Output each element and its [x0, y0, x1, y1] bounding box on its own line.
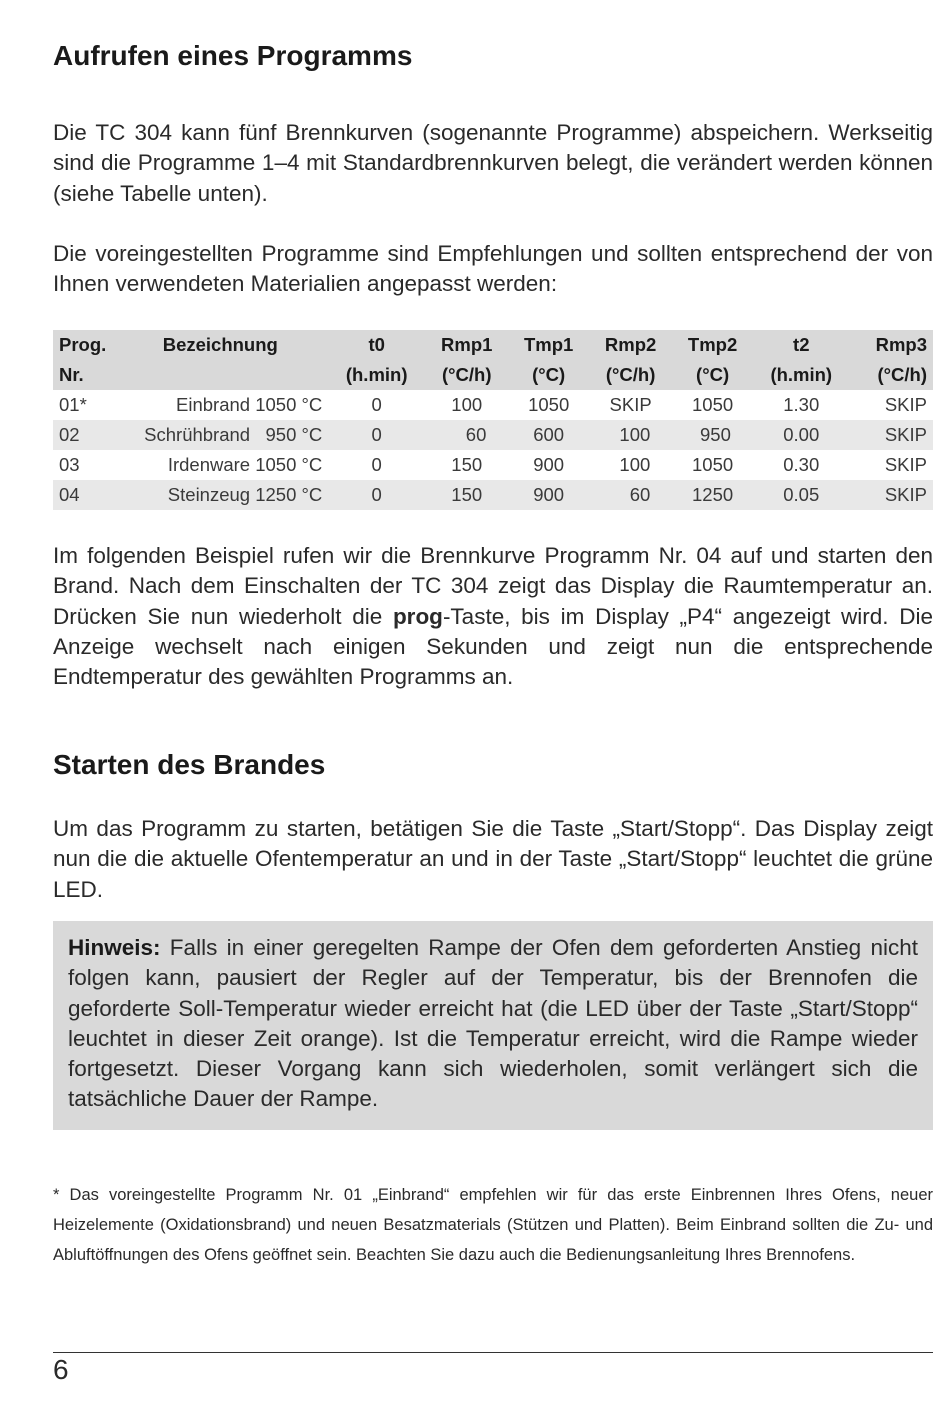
cell-bezeichnung: Einbrand 1050 °C	[176, 394, 323, 415]
cell-prog-nr: 01*	[59, 394, 87, 415]
cell-tmp2: 1250	[692, 484, 734, 505]
cell-tmp2: 950	[700, 424, 731, 445]
cell-rmp2: SKIP	[609, 394, 652, 415]
section-heading-start: Starten des Brandes	[53, 749, 326, 780]
cell-t2: 0.05	[783, 484, 820, 505]
table-header-row-top	[53, 330, 933, 360]
cell-rmp1: 150	[451, 454, 483, 475]
header-rmp1: Rmp1	[441, 334, 493, 355]
cell-t2: 1.30	[783, 394, 820, 415]
header-unit-rmp3: (°C/h)	[877, 364, 927, 385]
header-nr: Nr.	[59, 364, 84, 385]
header-rmp2: Rmp2	[604, 334, 657, 355]
cell-rmp3: SKIP	[884, 454, 927, 475]
cell-tmp1: 1050	[528, 394, 570, 415]
cell-rmp2: 60	[629, 484, 651, 505]
cell-bezeichnung: Steinzeug 1250 °C	[167, 484, 323, 505]
cell-rmp3: SKIP	[884, 424, 927, 445]
prog-key-label: prog	[392, 603, 443, 629]
program-table	[53, 330, 933, 510]
header-unit-t0: (h.min)	[345, 364, 408, 385]
cell-rmp1: 150	[451, 484, 483, 505]
header-unit-t2: (h.min)	[770, 364, 833, 385]
cell-tmp1: 900	[533, 454, 565, 475]
header-rmp3: Rmp3	[875, 334, 927, 355]
paragraph-start: Um das Programm zu starten, betätigen Sie die Taste „Start/Stopp“. Das Display zeigt nun die die aktuelle Ofentemperatur an und in der Taste „Start/Stopp“ leuchtet die grüne LED.	[53, 816, 933, 902]
cell-rmp3: SKIP	[884, 484, 927, 505]
cell-t0: 0	[371, 424, 382, 445]
table-header-row-bottom	[53, 360, 933, 390]
header-prog: Prog.	[59, 334, 107, 355]
paragraph-example	[53, 541, 933, 692]
cell-t2: 0.30	[783, 454, 820, 475]
header-tmp1: Tmp1	[524, 334, 574, 355]
cell-rmp2: 100	[619, 454, 651, 475]
cell-t0: 0	[371, 394, 382, 415]
paragraph-recommendation: Die voreingestellten Programme sind Empfehlungen und sollten entsprechend der von Ihnen verwendeten Materialien angepasst werden:	[53, 241, 933, 297]
header-t2: t2	[793, 334, 810, 355]
table-row	[53, 450, 933, 480]
footnote: * Das voreingestellte Programm Nr. 01 „Einbrand“ empfehlen wir für das erste Einbrennen Ihres Ofens, neuer Heizelemente (Oxidationsbrand) und neuen Besatzmaterials (Stützen und Platten). Beim Einbrand sollten die Zu- und Abluftöffnungen des Ofens geöffnet sein. Beachten Sie dazu auch die Bedienungsanleitung Ihres Brennofens.	[53, 1186, 933, 1264]
cell-tmp1: 600	[533, 424, 565, 445]
table-row	[53, 480, 933, 510]
header-t0: t0	[368, 334, 385, 355]
header-unit-tmp2: (°C)	[696, 364, 730, 385]
footer-divider	[53, 1352, 933, 1353]
header-unit-rmp1: (°C/h)	[441, 364, 492, 385]
header-unit-tmp1: (°C)	[532, 364, 566, 385]
cell-t2: 0.00	[783, 424, 820, 445]
cell-rmp3: SKIP	[884, 394, 927, 415]
cell-prog-nr: 02	[59, 424, 80, 445]
hint-box	[53, 921, 933, 1130]
cell-rmp1: 100	[451, 394, 483, 415]
cell-rmp2: 100	[619, 424, 651, 445]
hint-body: Falls in einer geregelten Rampe der Ofen dem geforderten Anstieg nicht folgen kann, pausiert der Regler auf der Temperatur, bis der Brennofen die geforderte Soll-Temperatur wieder erreicht hat (die LED über der Taste „Start/Stopp“ leuchtet in dieser Zeit orange). Ist die Temperatur erreicht, wird die Rampe wieder fortgesetzt. Dieser Vorgang kann sich wiederholen, somit verlängert sich die tatsächliche Dauer der Rampe.	[68, 935, 918, 1112]
header-tmp2: Tmp2	[687, 334, 738, 355]
table-row	[53, 420, 933, 450]
header-bezeichnung: Bezeichnung	[162, 334, 278, 355]
cell-prog-nr: 04	[59, 484, 80, 505]
cell-tmp2: 1050	[692, 454, 734, 475]
header-unit-rmp2: (°C/h)	[605, 364, 656, 385]
cell-prog-nr: 03	[59, 454, 80, 475]
cell-t0: 0	[371, 454, 382, 475]
paragraph-intro: Die TC 304 kann fünf Brennkurven (sogenannte Programme) abspeichern. Werkseitig sind die Programme 1–4 mit Standardbrennkurven belegt, die verändert werden können (siehe Tabelle unten).	[53, 120, 933, 206]
table-row	[53, 390, 933, 420]
cell-bezeichnung: Schrühbrand 950 °C	[144, 424, 323, 445]
page-number: 6	[53, 1354, 69, 1385]
header-empty	[112, 360, 328, 390]
section-heading-programm: Aufrufen eines Programms	[53, 40, 413, 71]
cell-tmp2: 1050	[692, 394, 734, 415]
cell-t0: 0	[371, 484, 382, 505]
cell-tmp1: 900	[533, 484, 565, 505]
hint-text	[68, 933, 918, 1115]
hint-label: Hinweis:	[68, 935, 161, 960]
example-text-start: Im folgenden Beispiel rufen wir die Brennkurve Programm Nr. 04 auf und starten den Brand. Nach dem Einschalten der TC 304 zeigt das Display die Raumtemperatur an. Drücken Sie nun wiederholt die	[53, 543, 933, 629]
cell-rmp1: 60	[465, 424, 487, 445]
cell-bezeichnung: Irdenware 1050 °C	[167, 454, 323, 475]
example-text-end: -Taste, bis im Display „P4“ angezeigt wird. Die Anzeige wechselt nach einigen Sekunden und zeigt nun die entsprechende Endtemperatur des gewählten Programms an.	[53, 603, 933, 690]
